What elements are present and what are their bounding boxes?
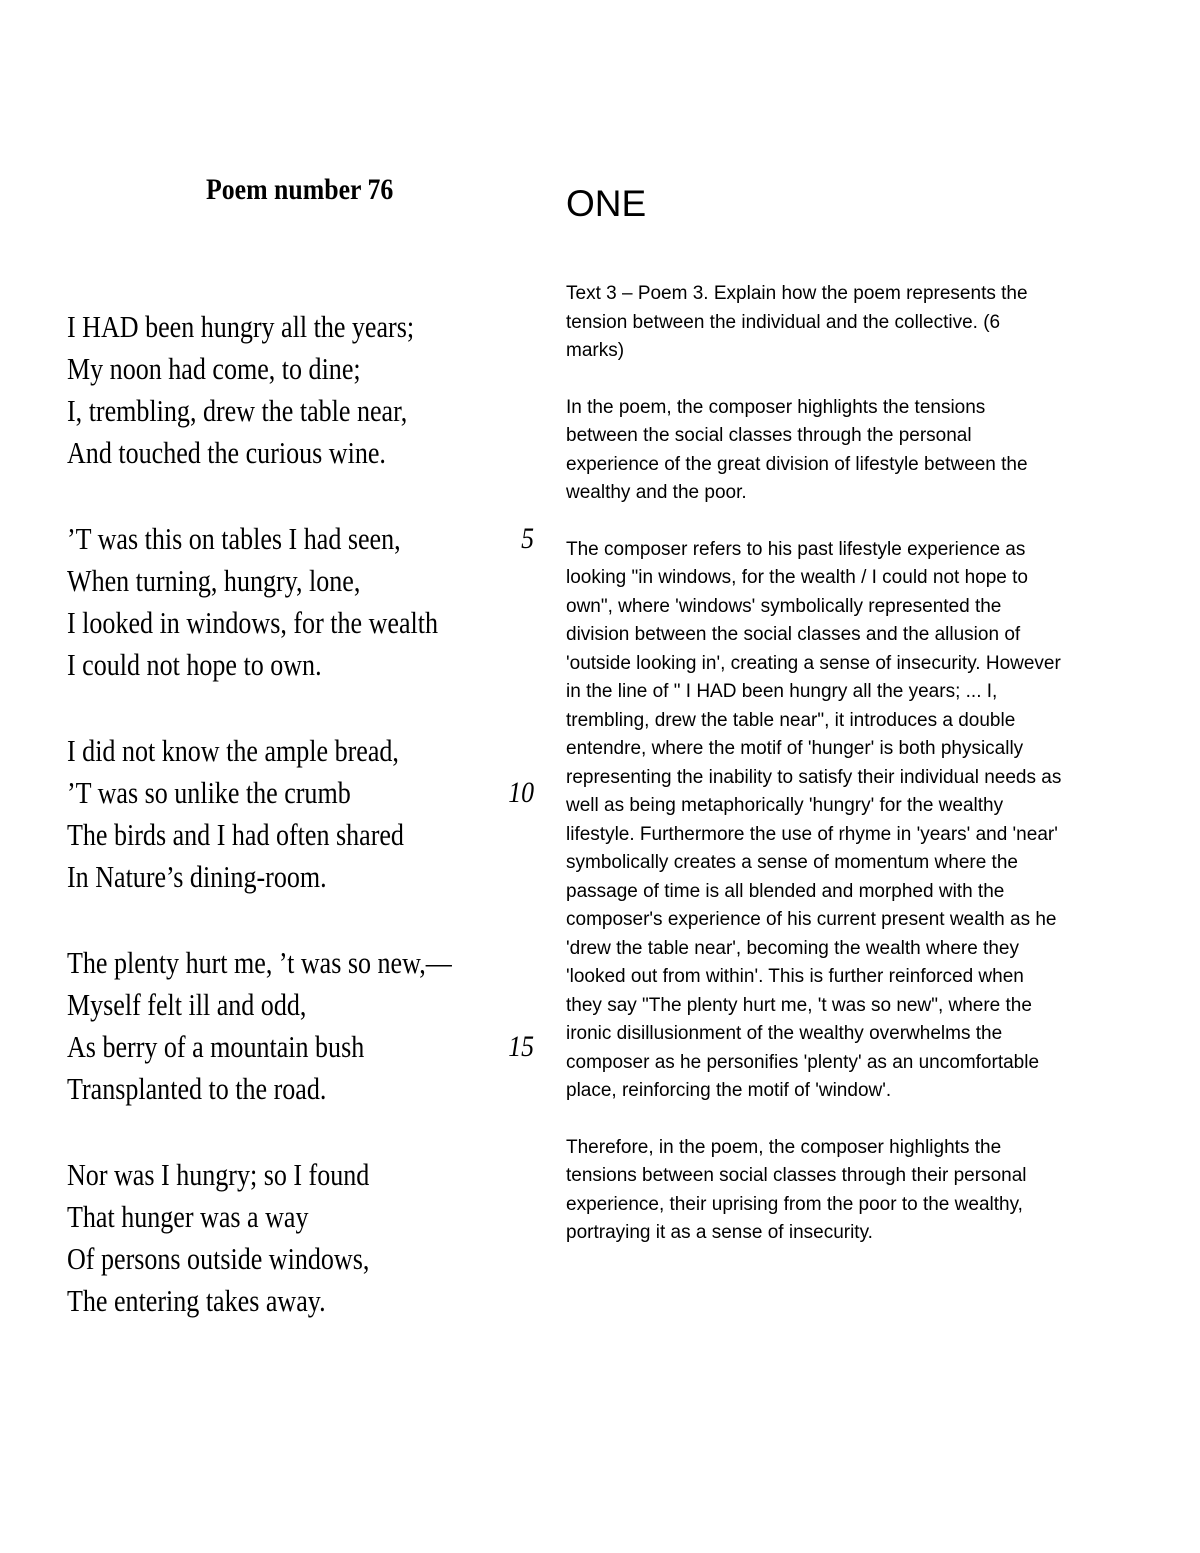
line-number-5: 5	[521, 522, 534, 555]
poem-line-10: ’T was so unlike the crumb	[67, 775, 351, 810]
poem-line-13: The plenty hurt me, ’t was so new,—	[67, 945, 452, 980]
poem-line-19: Of persons outside windows,	[67, 1241, 370, 1276]
question-text: Text 3 – Poem 3. Explain how the poem represents the tension between the individual and the collective. (6 marks)	[566, 283, 1028, 361]
poem-line-4: And touched the curious wine.	[67, 435, 386, 470]
response-paragraph-body: The composer refers to his past lifestyle experience as looking "in windows, for the wealth / I could not hope to own", where 'windows' symbolically represented the division between the social classes and the allusion of 'outside looking in', creating a sense of insecurity. However in the line of " I HAD been hungry all the years; ... I, trembling, drew the table near", it introduces a double entendre, where the motif of 'hunger' is both physically representing the inability to satisfy their individual needs as well as being metaphorically 'hungry' for the wealthy lifestyle. Furthermore the use of rhyme in 'years' and 'near' symbolically creates a sense of momentum where the passage of time is all blended and morphed with the composer's experience of his current present wealth as he 'drew the table near', becoming the wealth where they 'looked out from within'. This is further reinforced when they say "The plenty hurt me, 't was so new", where the ironic disillusionment of the wealthy overwhelms the composer as he personifies 'plenty' as an uncomfortable place, reinforcing the motif of 'window'.	[566, 538, 1062, 1101]
poem-line-11: The birds and I had often shared	[67, 817, 404, 852]
poem-line-18: That hunger was a way	[67, 1199, 309, 1234]
poem-line-3: I, trembling, drew the table near,	[67, 393, 408, 428]
poem-column	[0, 0, 560, 1553]
poem-line-8: I could not hope to own.	[67, 647, 322, 682]
poem-line-1: I HAD been hungry all the years;	[67, 309, 415, 344]
poem-line-6: When turning, hungry, lone,	[67, 563, 361, 598]
poem-line-15: As berry of a mountain bush	[67, 1029, 365, 1064]
response-paragraph-intro: In the poem, the composer highlights the tensions between the social classes through the personal experience of the great division of lifestyle between the wealthy and the poor.	[566, 396, 1028, 503]
response-paragraph-conclusion: Therefore, in the poem, the composer highlights the tensions between social classes through their personal experience, their uprising from the poor to the wealthy, portraying it as a sense of insecurity.	[566, 1136, 1027, 1243]
line-number-15: 15	[508, 1030, 534, 1063]
poem-line-9: I did not know the ample bread,	[67, 733, 399, 768]
poem-line-2: My noon had come, to dine;	[67, 351, 361, 386]
poem-line-12: In Nature’s dining-room.	[67, 859, 327, 894]
poem-line-14: Myself felt ill and odd,	[67, 987, 307, 1022]
poem-line-17: Nor was I hungry; so I found	[67, 1157, 370, 1192]
response-column	[566, 180, 1066, 1248]
poem-line-16: Transplanted to the road.	[67, 1071, 327, 1106]
poem-line-5: ’T was this on tables I had seen,	[67, 521, 401, 556]
poem-title: Poem number 76	[206, 173, 394, 206]
poem-line-7: I looked in windows, for the wealth	[67, 605, 439, 640]
poem-line-20: The entering takes away.	[67, 1283, 326, 1318]
line-number-10: 10	[508, 776, 534, 809]
section-heading: ONE	[566, 183, 647, 224]
